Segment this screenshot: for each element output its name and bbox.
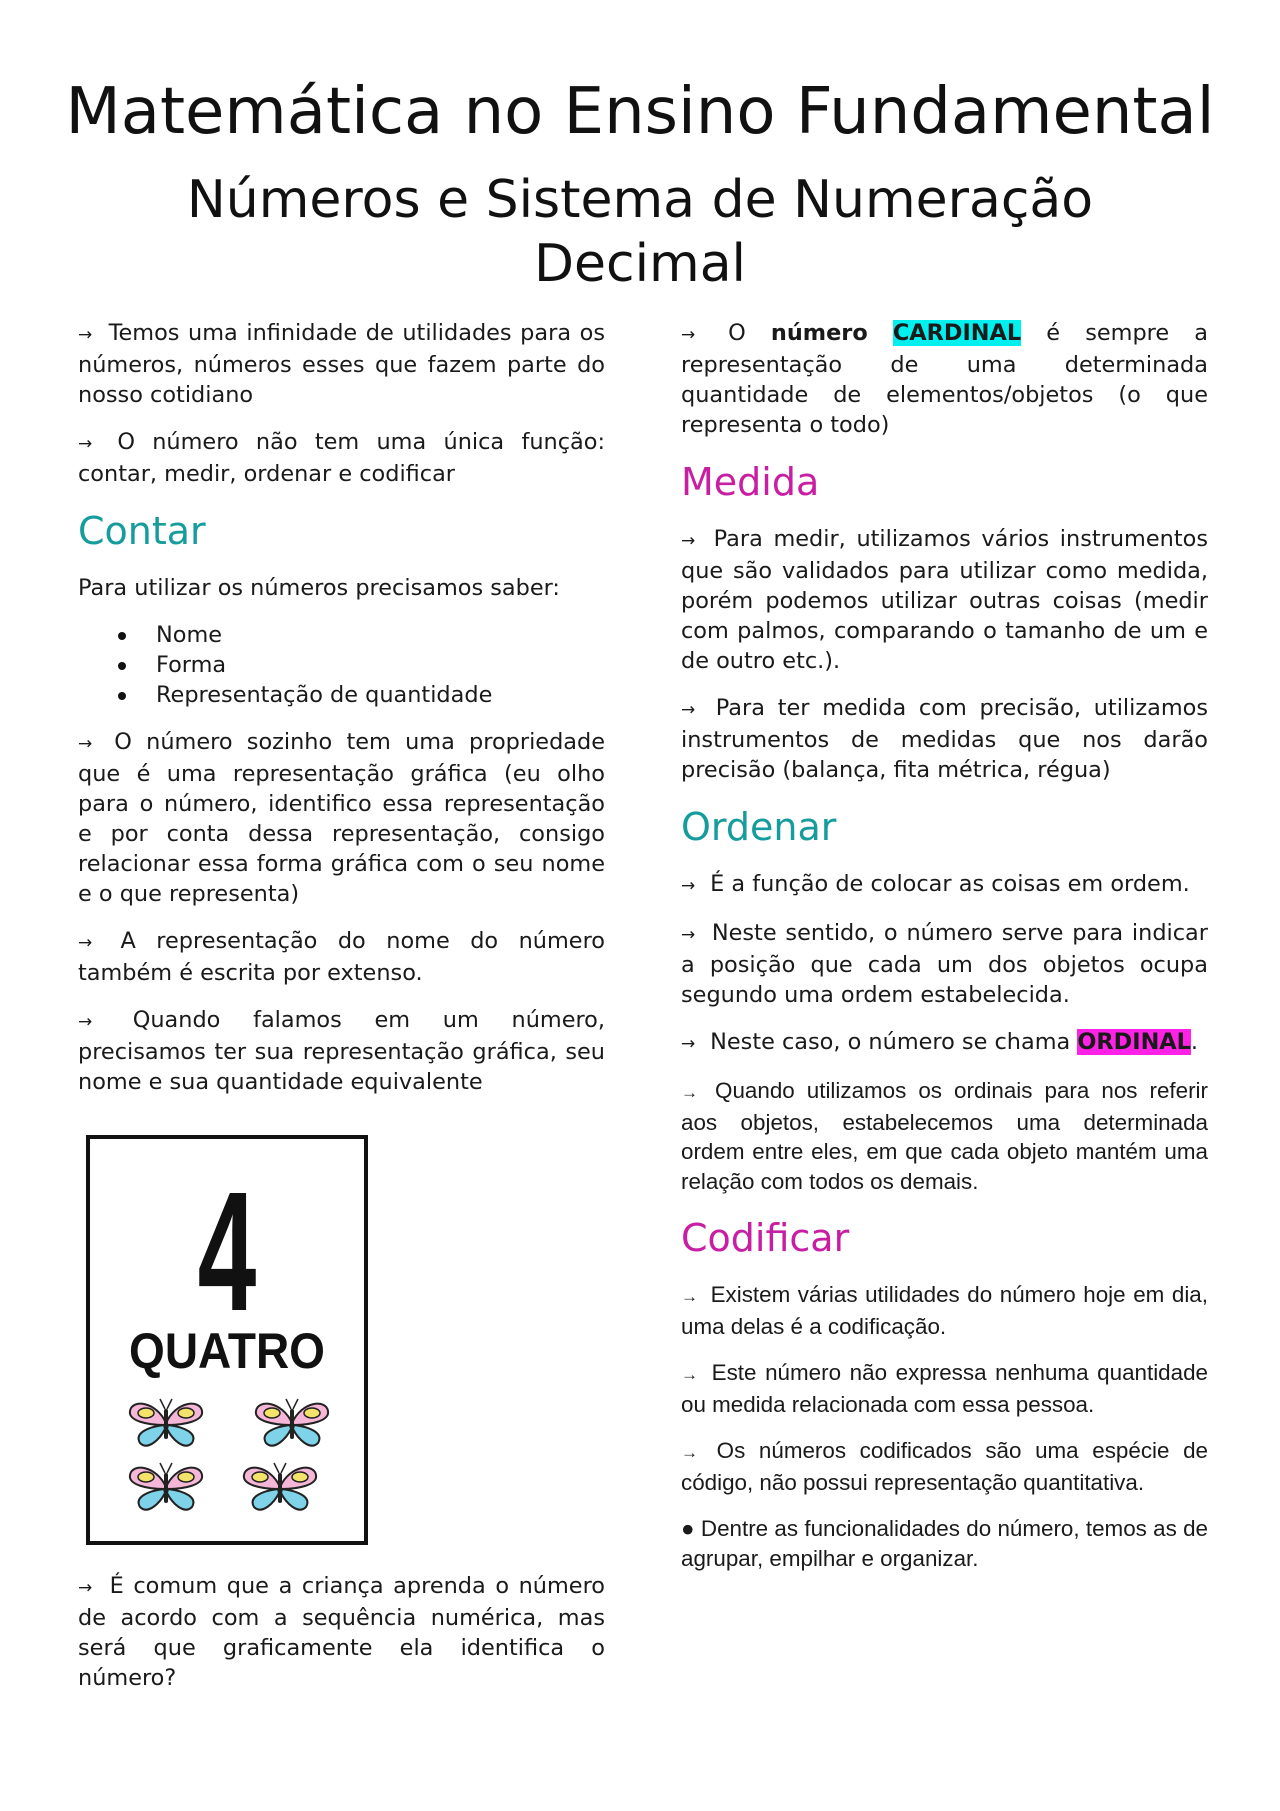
butterfly-icon	[252, 1395, 332, 1451]
heading-medida: Medida	[681, 460, 820, 504]
paragraph-contar-lead: Para utilizar os números precisamos saber:	[78, 575, 560, 601]
highlight-cardinal: CARDINAL	[892, 320, 1022, 346]
left-column	[78, 318, 605, 1710]
contar-list	[78, 620, 605, 710]
card-digit: 4	[197, 1157, 257, 1347]
arrow-icon: →	[681, 1287, 698, 1306]
paragraph-ordenar-3: → Neste caso, o número se chama ORDINAL.	[681, 1027, 1208, 1059]
paragraph-ordenar-1: → É a função de colocar as coisas em ordem.	[681, 869, 1208, 901]
arrow-icon: →	[681, 325, 696, 345]
arrow-icon: →	[681, 700, 696, 720]
arrow-icon: →	[681, 531, 696, 551]
arrow-icon: →	[681, 1365, 698, 1384]
arrow-icon: →	[681, 1083, 698, 1102]
bullet-icon: ●	[681, 1516, 695, 1541]
paragraph-medida-1: → Para medir, utilizamos vários instrumentos que são validados para utilizar como medida, porém podemos utilizar outras coisas (medir com palmos, comparando o tamanho de um e de outro etc.).	[681, 526, 1208, 674]
paragraph-cardinal: → O número CARDINAL é sempre a representação de uma determinada quantidade de elementos/objetos (o que representa o todo)	[681, 320, 1208, 438]
paragraph-ordenar-4: → Quando utilizamos os ordinais para nos referir aos objetos, estabelecemos uma determinada ordem entre eles, em que cada objeto mantém uma relação com todos os demais.	[681, 1078, 1208, 1194]
heading-ordenar: Ordenar	[681, 805, 837, 849]
arrow-icon: →	[78, 734, 93, 754]
list-item: Representação de quantidade	[156, 680, 605, 710]
arrow-icon: →	[681, 1443, 698, 1462]
paragraph-medida-2: → Para ter medida com precisão, utilizamos instrumentos de medidas que nos darão precisão (balança, fita métrica, régua)	[681, 695, 1209, 783]
paragraph-representacao: → O número sozinho tem uma propriedade que é uma representação gráfica (eu olho para o número, identifico essa representação e por conta dessa representação, consigo relacionar essa forma gráfica com o seu nome e o que representa)	[78, 729, 606, 907]
paragraph-codificar-3: → Os números codificados são uma espécie de código, não possui representação quantitativa.	[681, 1438, 1208, 1495]
butterfly-icon	[240, 1459, 320, 1515]
document-subtitle: Números e Sistema de Numeração Decimal	[186, 170, 1094, 294]
number-card-image	[86, 1135, 368, 1545]
right-column	[681, 318, 1208, 1590]
paragraph-ordenar-2: → Neste sentido, o número serve para indicar a posição que cada um dos objetos ocupa segundo uma ordem estabelecida.	[681, 920, 1208, 1008]
paragraph-extenso: → A representação do nome do número também é escrita por extenso.	[78, 928, 605, 986]
arrow-icon: →	[681, 876, 696, 896]
butterfly-icon	[126, 1459, 206, 1515]
arrow-icon: →	[681, 1034, 696, 1054]
paragraph-sequencia: → É comum que a criança aprenda o número de acordo com a sequência numérica, mas será que graficamente ela identifica o número?	[78, 1573, 605, 1691]
butterfly-group	[126, 1395, 336, 1535]
paragraph-intro-1: → Temos uma infinidade de utilidades para os números, números esses que fazem parte do nosso cotidiano	[78, 320, 606, 408]
heading-codificar: Codificar	[681, 1216, 850, 1260]
arrow-icon: →	[681, 925, 696, 945]
document-title: Matemática no Ensino Fundamental	[65, 75, 1215, 149]
arrow-icon: →	[78, 434, 93, 454]
arrow-icon: →	[78, 1012, 93, 1032]
arrow-icon: →	[78, 1578, 93, 1598]
paragraph-codificar-1: → Existem várias utilidades do número hoje em dia, uma delas é a codificação.	[681, 1282, 1208, 1339]
paragraph-intro-2: → O número não tem uma única função: contar, medir, ordenar e codificar	[78, 429, 605, 487]
card-word: QUATRO	[129, 1323, 325, 1379]
paragraph-codificar-4: ● Dentre as funcionalidades do número, temos as de agrupar, empilhar e organizar.	[681, 1516, 1208, 1571]
heading-contar: Contar	[78, 509, 206, 553]
arrow-icon: →	[78, 933, 93, 953]
butterfly-icon	[126, 1395, 206, 1451]
paragraph-codificar-2: → Este número não expressa nenhuma quantidade ou medida relacionada com essa pessoa.	[681, 1360, 1208, 1417]
list-item: Forma	[156, 650, 605, 680]
paragraph-quantidade: → Quando falamos em um número, precisamos ter sua representação gráfica, seu nome e sua quantidade equivalente	[78, 1007, 605, 1095]
arrow-icon: →	[78, 325, 93, 345]
list-item: Nome	[156, 620, 605, 650]
highlight-ordinal: ORDINAL	[1077, 1029, 1191, 1055]
